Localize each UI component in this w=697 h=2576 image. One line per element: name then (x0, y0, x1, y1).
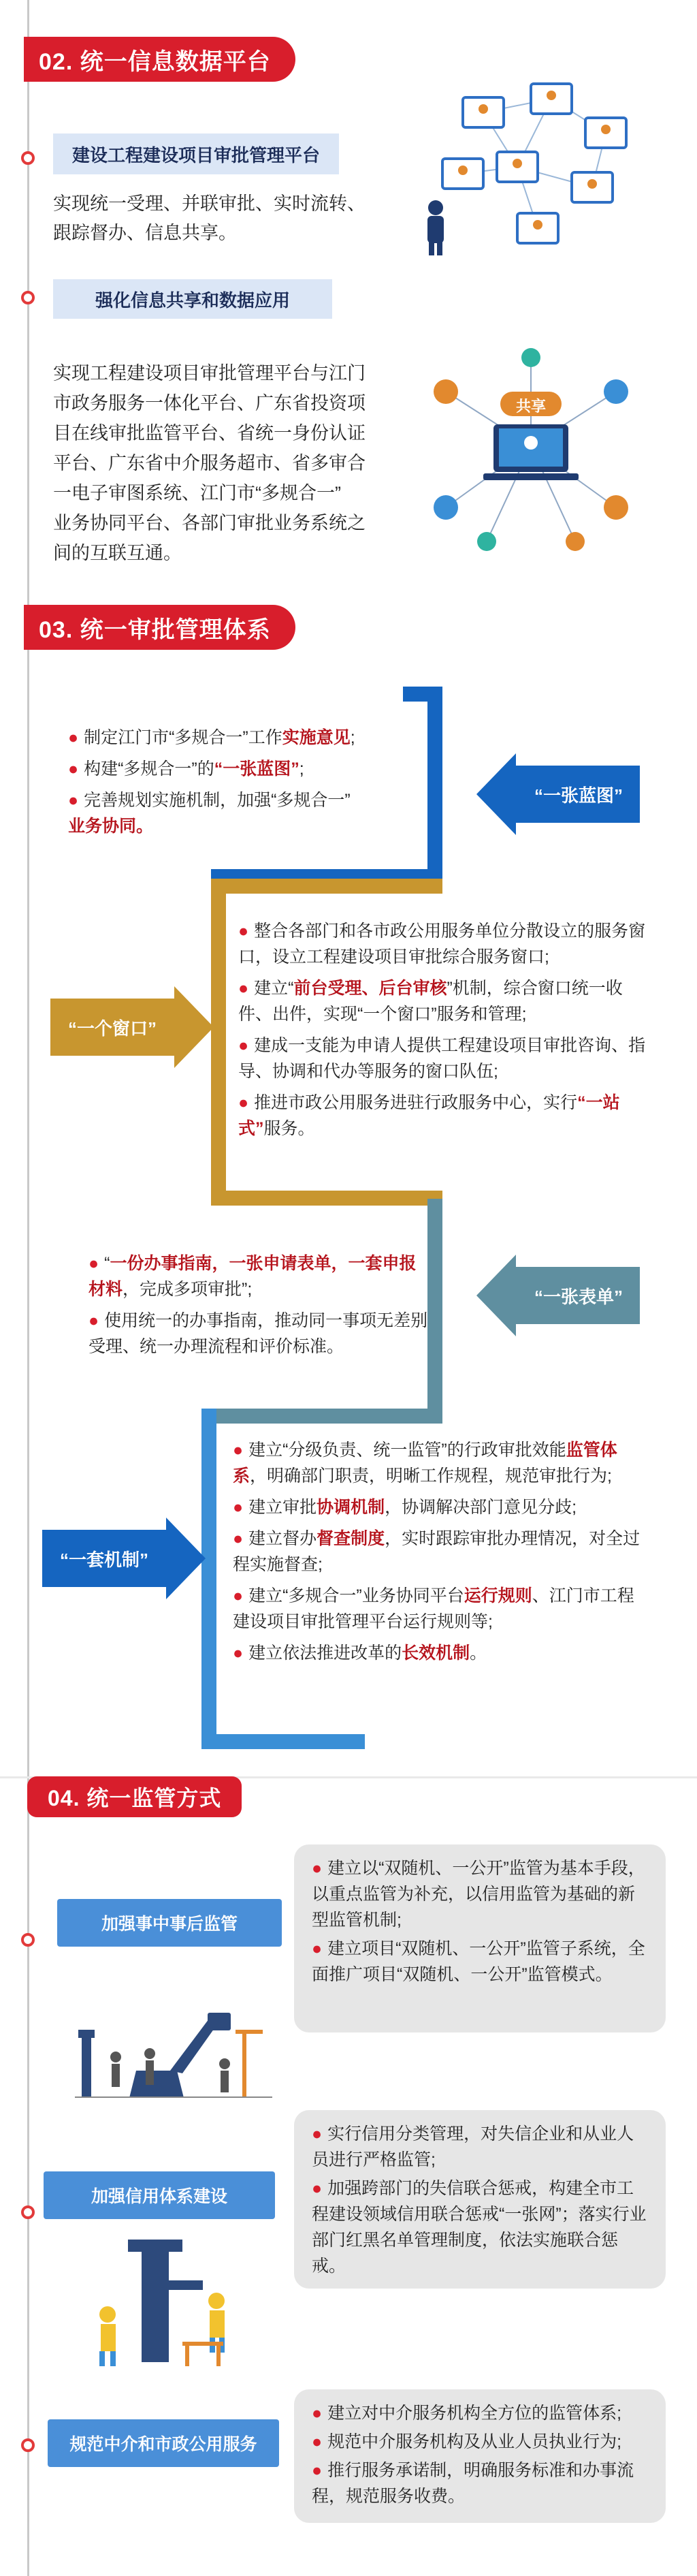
section-4-title: 04. 统一监管方式 (27, 1776, 242, 1817)
intermediary-service-tag: 规范中介和市政公用服务 (48, 2419, 279, 2467)
form-bar-vertical (427, 1199, 442, 1424)
workers-illustration (80, 2233, 250, 2369)
blueprint-label: “一张蓝图” (534, 785, 623, 806)
mechanism-label: “一套机制” (59, 1549, 148, 1570)
section-2-title: 02. 统一信息数据平台 (24, 37, 295, 82)
sharing-network-illustration (419, 344, 643, 555)
intermediary-service-card: ● 建立对中介服务机构全方位的监管体系; ● 规范中介服务机构及从业人员执业行为; ● 推行服务承诺制，明确服务标准和办事流程，规范服务收费。 (294, 2389, 666, 2523)
credit-system-card: ● 实行信用分类管理，对失信企业和从业人员进行严格监管; ● 加强跨部门的失信联合惩戒，构建全市工程建设领域信用联合惩戒“一张网”；落实行业部门红黑名单管理制度，依法实施联合惩戒。 (294, 2110, 666, 2289)
data-sharing-description: 实现工程建设项目审批管理平台与江门 市政务服务一体化平台、广东省投资项 目在线审批监管平台、省统一身份认证 平台、广东省中介服务超市、省多审合 一电子审图系统、江门市“多规合一” 业务协同平台、各部门审批业务系统之 间的互联互通。 (53, 363, 366, 563)
mechanism-bullets: ● 建立“分级负责、统一监管”的行政审批效能监管体系，明确部门职责，明晰工作规程，规范审批行为; ● 建立审批协调机制，协调解决部门意见分歧; ● 建立督办督查制度，实时跟踪审批办理情况，对全过程实施督查; ● 建立“多规合一”业务协同平台运行规则、江门市工程建设项目审批管理平台运行规则等; ● 建立依法推进改革的长效机制。 (233, 1441, 641, 1663)
timeline-line (27, 0, 29, 2576)
timeline-dot (21, 2438, 35, 2452)
timeline-dot (21, 151, 35, 165)
network-monitors-illustration (422, 72, 647, 255)
share-label: 共享 (515, 397, 546, 415)
form-bullets: ● “一份办事指南，一张申请表单，一套申报材料，完成多项审批”; ● 使用统一的办事指南，推动同一事项无差别受理、统一办理流程和评价标准。 (88, 1254, 428, 1356)
form-label: “一张表单” (534, 1286, 623, 1307)
credit-system-tag: 加强信用体系建设 (44, 2171, 275, 2219)
window-label: “一个窗口” (67, 1018, 157, 1039)
timeline-dot (21, 2205, 35, 2219)
platform-description: 实现统一受理、并联审批、实时流转、 跟踪督办、信息共享。 (53, 193, 366, 243)
blueprint-bullets: ● 制定江门市“多规合一”工作实施意见; ● 构建“多规合一”的“一张蓝图”; ● 完善规划实施机制，加强“多规合一” 业务协同。 (68, 728, 355, 836)
supervision-card: ● 建立以“双随机、一公开”监管为基本手段，以重点监管为补充，以信用监管为基础的新型监管机制; ● 建立项目“双随机、一公开”监管子系统，全面推广项目“双随机、一公开”监管模式。 (294, 1844, 666, 2032)
platform-tag: 建设工程建设项目审批管理平台 (53, 133, 339, 174)
window-bar-bottom (211, 1191, 442, 1206)
mechanism-bar-bottom (201, 1734, 365, 1749)
data-sharing-tag: 强化信息共享和数据应用 (53, 279, 332, 319)
supervision-tag: 加强事中事后监管 (57, 1899, 282, 1947)
form-bar-bottom (204, 1409, 442, 1424)
timeline-dot (21, 291, 35, 304)
blueprint-bar-top (403, 687, 442, 702)
blueprint-bar-vertical (427, 687, 442, 884)
window-bullets: ● 整合各部门和各市政公用服务单位分散设立的服务窗口，设立工程建设项目审批综合服务窗口; ● 建立“前台受理、后台审核”机制，综合窗口统一收件、出件，实现“一个窗口”服务和管理; ● 建成一支能为申请人提供工程建设项目审批咨询、指导、协调和代办等服务的窗口队伍; ● 推进市政公用服务进驻行政服务中心，实行“一站式”服务。 (238, 922, 646, 1138)
timeline-dot (21, 1933, 35, 1947)
window-bar-top (211, 879, 442, 894)
section-3-title: 03. 统一审批管理体系 (24, 605, 295, 650)
construction-illustration (75, 1989, 272, 2098)
